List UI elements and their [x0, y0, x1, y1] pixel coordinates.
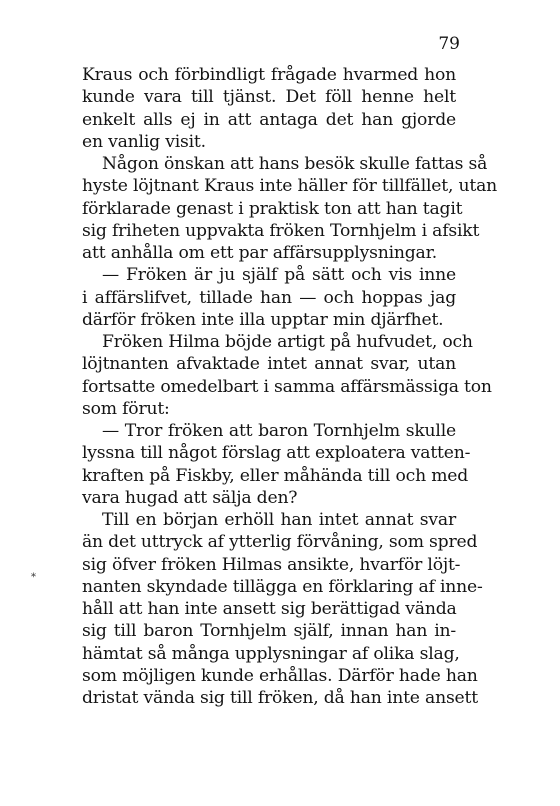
text-line: som förut: — [82, 398, 170, 419]
text-line: förklarade genast i praktisk ton att han tagit — [82, 198, 463, 219]
text-line: sig friheten uppvakta fröken Tornhjelm i afsikt — [82, 220, 480, 241]
text-line: hyste löjtnant Kraus inte häller för tillfället, utan — [82, 176, 497, 197]
text-line: än det uttryck af ytterlig förvåning, som spred — [82, 532, 478, 553]
text-line: hämtat så många upplysningar af olika slag, — [82, 643, 460, 664]
text-line: att anhålla om ett par affärsupplysningar. — [82, 243, 437, 263]
page-number: 79 — [438, 34, 460, 54]
text-line: en vanlig visit. — [82, 131, 206, 152]
text-line: som möjligen kunde erhållas. Därför hade han — [82, 665, 478, 686]
text-line: vara hugad att sälja den? — [82, 487, 298, 508]
text-line: — Tror fröken att baron Tornhjelm skulle — [102, 421, 456, 441]
text-line: i affärslifvet, tillade han — och hoppas jag — [82, 287, 456, 308]
text-line: fortsatte omedelbart i samma affärsmässiga ton — [82, 376, 492, 397]
text-line: därför fröken inte illa upptar min djärfhet. — [82, 309, 444, 330]
text-line: kunde vara till tjänst. Det föll henne helt — [82, 87, 456, 108]
text-line: sig öfver fröken Hilmas ansikte, hvarför löjt- — [82, 554, 461, 575]
text-line: sig till baron Tornhjelm själf, innan han in- — [82, 621, 456, 642]
text-line: Någon önskan att hans besök skulle fattas så — [102, 154, 488, 174]
text-line: dristat vända sig till fröken, då han inte ansett — [82, 688, 478, 708]
text-line: Kraus och förbindligt frågade hvarmed hon — [82, 65, 456, 85]
text-line: Till en början erhöll han intet annat svar — [102, 510, 456, 530]
body-text — [82, 64, 497, 709]
text-line: nanten skyndade tillägga en förklaring af inne- — [82, 576, 483, 597]
text-line: lyssna till något förslag att exploatera vatten- — [82, 443, 471, 464]
text-line: håll att han inte ansett sig berättigad vända — [82, 599, 457, 619]
text-line: löjtnanten afvaktade intet annat svar, utan — [82, 354, 456, 375]
stray-print-mark: * — [31, 572, 36, 583]
text-line: enkelt alls ej in att antaga det han gjorde — [82, 109, 456, 130]
text-line: — Fröken är ju själf på sätt och vis inne — [102, 265, 456, 286]
text-line: kraften på Fiskby, eller måhända till och med — [82, 465, 469, 486]
text-line: Fröken Hilma böjde artigt på hufvudet, och — [102, 332, 473, 352]
